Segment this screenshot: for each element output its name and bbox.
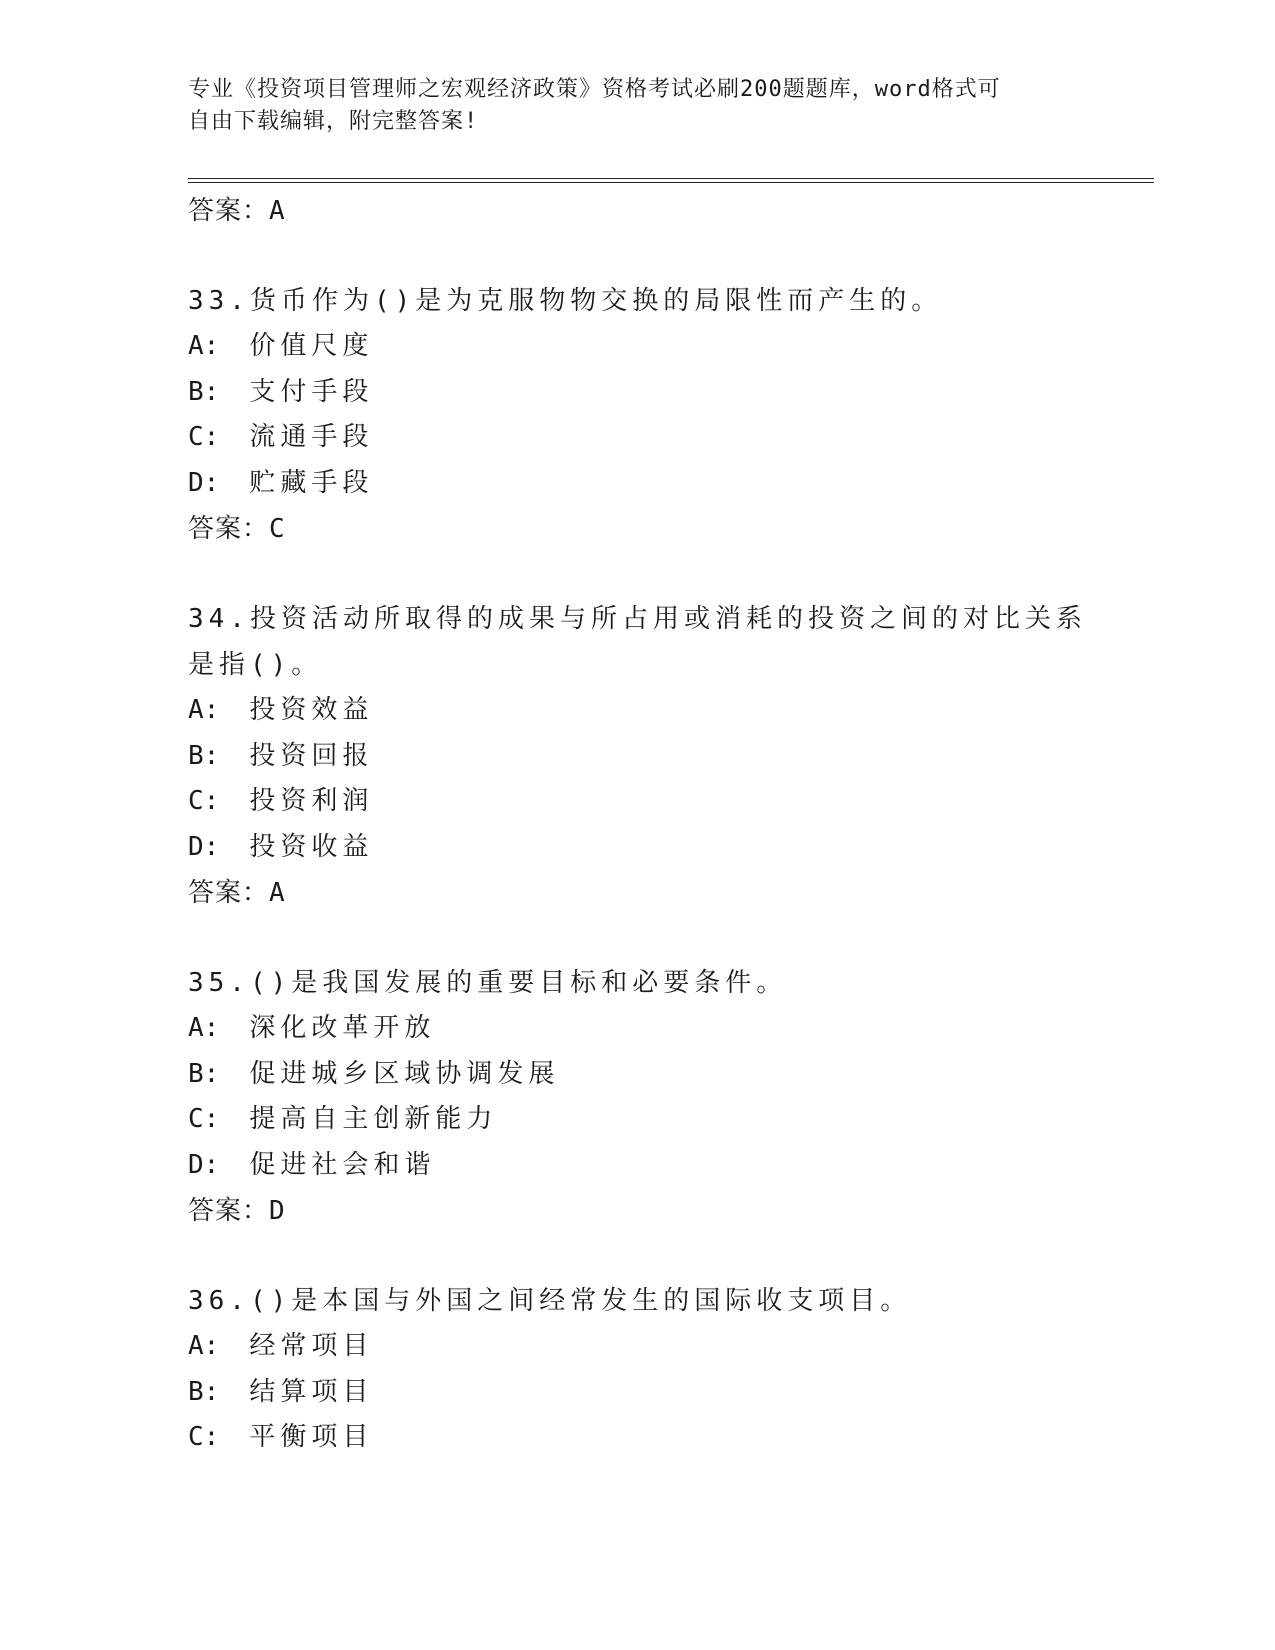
option-text: 贮藏手段 [249, 467, 374, 498]
question-stem: 35.()是我国发展的重要目标和必要条件。 [188, 968, 788, 998]
answer-label: 答案 [188, 196, 243, 226]
answer-line [188, 506, 1088, 552]
question-block [188, 960, 1088, 1234]
question-stem: 33.货币作为()是为克服物物交换的局限性而产生的。 [188, 286, 943, 316]
option-b: B: 支付手段 [188, 376, 374, 407]
answer-label: 答案 [188, 1196, 243, 1226]
option-a: A: 投资效益 [188, 695, 374, 725]
option-b: B: 结算项目 [188, 1376, 374, 1407]
option-text: 促进城乡区域协调发展 [249, 1058, 560, 1089]
answer-colon: ： [242, 196, 270, 226]
option-text: 投资收益 [249, 831, 374, 862]
option-text: 促进社会和谐 [249, 1149, 436, 1180]
answer-line [188, 188, 1088, 234]
option-c: C: 提高自主创新能力 [188, 1104, 498, 1134]
answer-value: A [269, 196, 286, 226]
question-list [188, 188, 1088, 1461]
option-text: 价值尺度 [249, 331, 374, 361]
answer-line [188, 1188, 1088, 1234]
option-text: 结算项目 [249, 1376, 374, 1407]
answer-value: A [269, 878, 286, 908]
question-block [188, 596, 1088, 916]
option-text: 支付手段 [249, 376, 374, 407]
document-header [188, 74, 1088, 138]
option-text: 投资回报 [249, 740, 374, 771]
option-a: A: 价值尺度 [188, 331, 374, 361]
option-text: 投资利润 [249, 786, 374, 816]
option-text: 经常项目 [249, 1331, 374, 1361]
option-c: C: 平衡项目 [188, 1422, 374, 1452]
question-stem: 36.()是本国与外国之间经常发生的国际收支项目。 [188, 1286, 912, 1316]
answer-colon: ： [242, 878, 270, 908]
option-d: D: 贮藏手段 [188, 467, 374, 498]
option-text: 投资效益 [249, 695, 374, 725]
header-divider-top [188, 178, 1154, 179]
header-divider-bottom [188, 182, 1154, 183]
answer-colon: ： [242, 514, 270, 544]
answer-colon: ： [242, 1196, 270, 1226]
header-line-1: 专业《投资项目管理师之宏观经济政策》资格考试必刷200题题库，word格式可 [188, 77, 1001, 102]
answer-value: D [269, 1196, 286, 1226]
option-text: 深化改革开放 [249, 1013, 436, 1043]
option-d: D: 投资收益 [188, 831, 374, 862]
question-block [188, 278, 1088, 552]
option-c: C: 流通手段 [188, 422, 374, 452]
option-b: B: 促进城乡区域协调发展 [188, 1058, 560, 1089]
answer-label: 答案 [188, 514, 243, 544]
answer-value: C [269, 514, 286, 544]
option-text: 流通手段 [249, 422, 374, 452]
option-a: A: 深化改革开放 [188, 1013, 436, 1043]
option-text: 提高自主创新能力 [249, 1104, 498, 1134]
answer-label: 答案 [188, 878, 243, 908]
header-line-2: 自由下载编辑，附完整答案! [188, 109, 479, 134]
option-d: D: 促进社会和谐 [188, 1149, 436, 1180]
option-c: C: 投资利润 [188, 786, 374, 816]
question-stem: 34.投资活动所取得的成果与所占用或消耗的投资之间的对比关系是指()。 [188, 604, 1087, 680]
option-b: B: 投资回报 [188, 740, 374, 771]
option-a: A: 经常项目 [188, 1331, 374, 1361]
question-block [188, 1278, 1088, 1461]
answer-line [188, 870, 1088, 916]
option-text: 平衡项目 [249, 1422, 374, 1452]
